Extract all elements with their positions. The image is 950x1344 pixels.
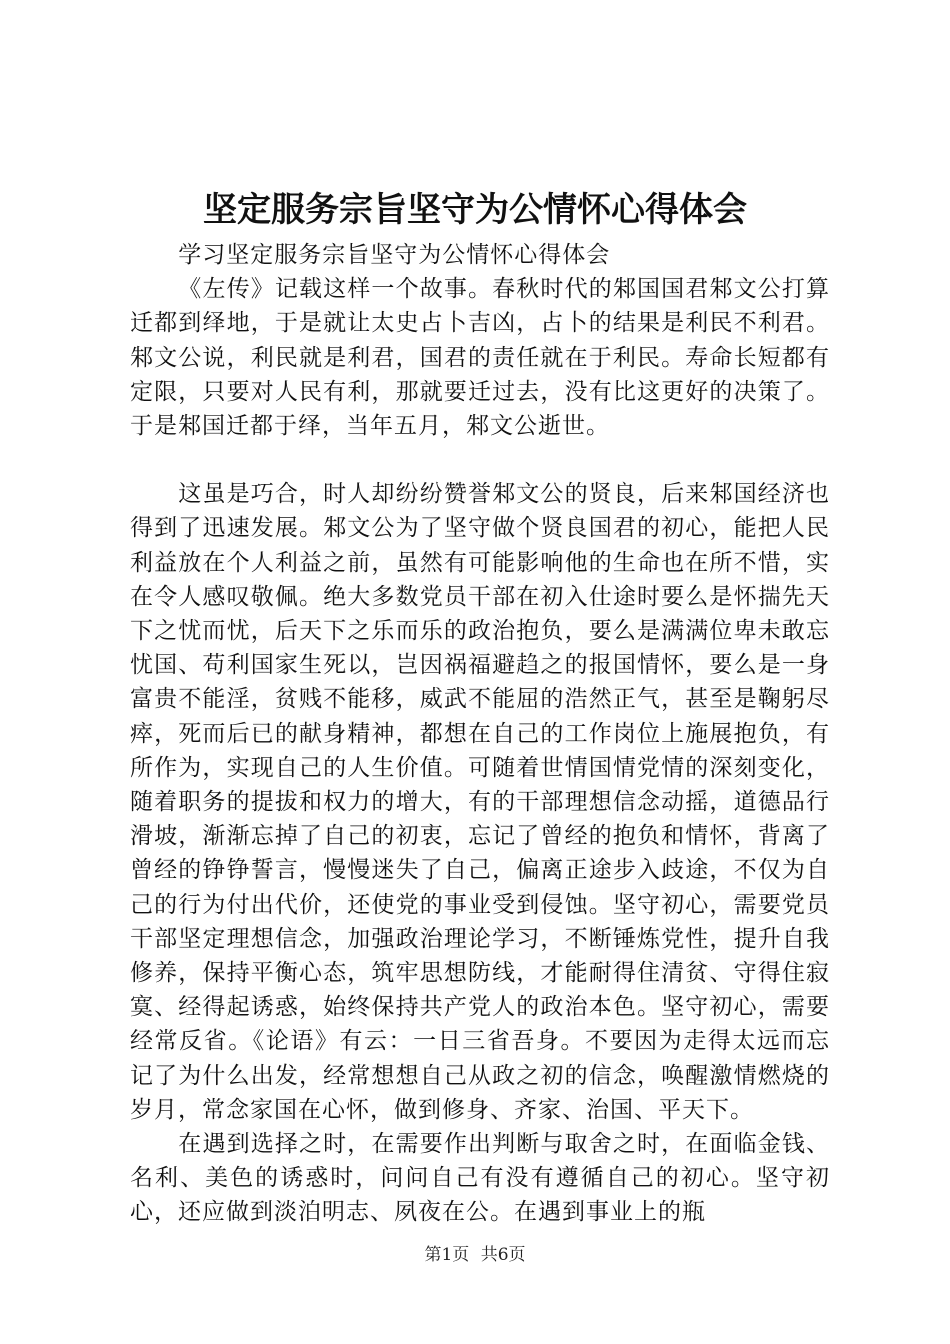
- page-footer: [0, 1243, 950, 1267]
- document-title: 坚定服务宗旨坚守为公情怀心得体会: [203, 190, 747, 230]
- page-total: 共6页: [480, 1245, 526, 1265]
- subtitle-line: 学习坚定服务宗旨坚守为公情怀心得体会: [178, 242, 611, 268]
- paragraph-2: 这虽是巧合，时人却纷纷赞誉邾文公的贤良，后来邾国经济也得到了迅速发展。邾文公为了坚守做个贤良国君的初心，能把人民利益放在个人利益之前，虽然有可能影响他的生命也在所不惜，实在令人感叹敬佩。绝大多数党员干部在初入仕途时要么是怀揣先天下之忧而忧，后天下之乐而乐的政治抱负，要么是满满位卑未敢忘忧国、苟利国家生死以，岂因祸福避趋之的报国情怀，要么是一身富贵不能淫，贫贱不能移，威武不能屈的浩然正气，甚至是鞠躬尽瘁，死而后已的献身精神，都想在自己的工作岗位上施展抱负，有所作为，实现自己的人生价值。可随着世情国情党情的深刻变化，随着职务的提拔和权力的增大，有的干部理想信念动摇，道德品行滑坡，渐渐忘掉了自己的初衷，忘记了曾经的抱负和情怀，背离了曾经的铮铮誓言，慢慢迷失了自己，偏离正途步入歧途，不仅为自己的行为付出代价，还使党的事业受到侵蚀。坚守初心，需要党员干部坚定理想信念，加强政治理论学习，不断锤炼党性，提升自我修养，保持平衡心态，筑牢思想防线，才能耐得住清贫、守得住寂寞、经得起诱惑，始终保持共产党人的政治本色。坚守初心，需要经常反省。《论语》有云：一日三省吾身。不要因为走得太远而忘记了为什么出发，经常想想自己从政之初的信念，唤醒激情燃烧的岁月，常念家国在心怀，做到修身、齐家、治国、平天下。: [130, 481, 830, 1123]
- paragraph-1: 《左传》记载这样一个故事。春秋时代的邾国国君邾文公打算迁都到绎地，于是就让太史占卜吉凶，占卜的结果是利民不利君。邾文公说，利民就是利君，国君的责任就在于利民。寿命长短都有定限，只要对人民有利，那就要迁过去，没有比这更好的决策了。于是邾国迁都于绎，当年五月，邾文公逝世。: [130, 276, 830, 440]
- page-number: 第1页: [424, 1245, 470, 1265]
- paragraph-gap: [130, 443, 830, 477]
- document-body: [130, 238, 830, 1230]
- paragraph-3: 在遇到选择之时，在需要作出判断与取舍之时，在面临金钱、名利、美色的诱惑时，问问自己有没有遵循自己的初心。坚守初心，还应做到淡泊明志、夙夜在公。在遇到事业上的瓶: [130, 1131, 830, 1226]
